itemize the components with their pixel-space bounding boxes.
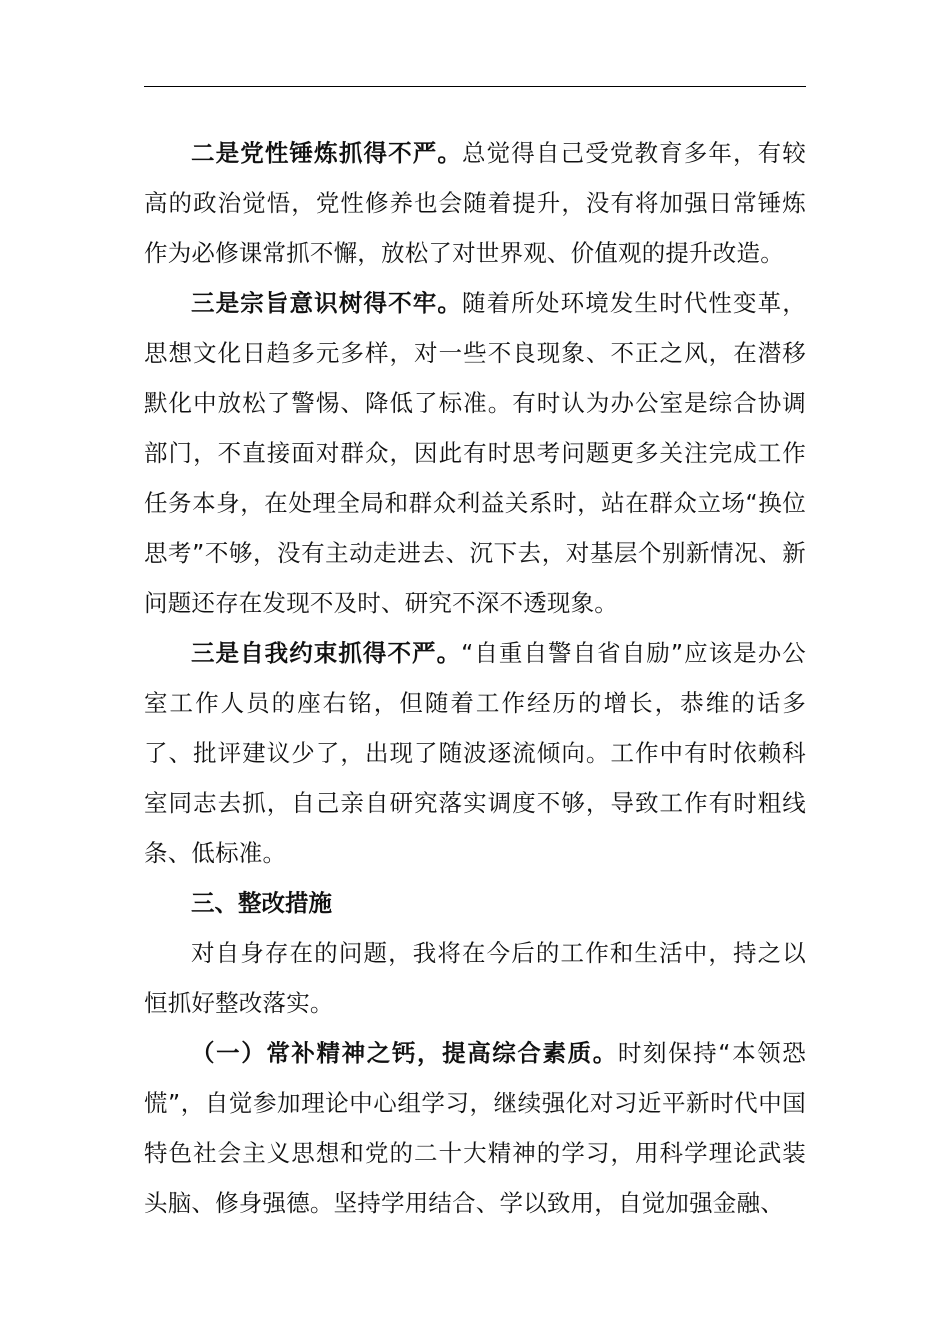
paragraph-text: 总觉得自己受党教育多年，有较高的政治觉悟，党性修养也会随着提升，没有将加强日常锤炼作为必修课常抓不懈，放松了对世界观、价值观的提升改造。 [144, 139, 806, 267]
paragraph-self-discipline [144, 628, 806, 878]
paragraph-purpose-awareness [144, 278, 806, 628]
section-intro: 对自身存在的问题，我将在今后的工作和生活中，持之以恒抓好整改落实。 [144, 939, 806, 1017]
measure-paragraph-1 [144, 1028, 806, 1228]
measure-lead: （一）常补精神之钙，提高综合素质。 [191, 1039, 618, 1067]
document-body [144, 128, 806, 1228]
paragraph-lead: 二是党性锤炼抓得不严。 [191, 139, 463, 167]
paragraph-lead: 三是宗旨意识树得不牢。 [191, 289, 463, 317]
paragraph-text: 随着所处环境发生时代性变革，思想文化日趋多元多样，对一些不良现象、不正之风，在潜移默化中放松了警惕、降低了标准。有时认为办公室是综合协调部门，不直接面对群众，因此有时思考问题更多关注完成工作任务本身，在处理全局和群众利益关系时，站在群众立场“换位思考”不够，没有主动走进去、沉下去，对基层个别新情况、新问题还存在发现不及时、研究不深不透现象。 [144, 289, 806, 617]
section-heading: 三、整改措施 [191, 889, 332, 917]
measure-text: 时刻保持“本领恐慌”，自觉参加理论中心组学习，继续强化对习近平新时代中国特色社会主义思想和党的二十大精神的学习，用科学理论武装头脑、修身强德。坚持学用结合、学以致用，自觉加强金融、 [144, 1039, 806, 1217]
paragraph-text: “自重自警自省自励”应该是办公室工作人员的座右铭，但随着工作经历的增长，恭维的话多了、批评建议少了，出现了随波逐流倾向。工作中有时依赖科室同志去抓，自己亲自研究落实调度不够，导致工作有时粗线条、低标准。 [144, 639, 806, 867]
paragraph-lead: 三是自我约束抓得不严。 [191, 639, 462, 667]
header-rule [144, 86, 806, 87]
paragraph-party-spirit [144, 128, 806, 278]
